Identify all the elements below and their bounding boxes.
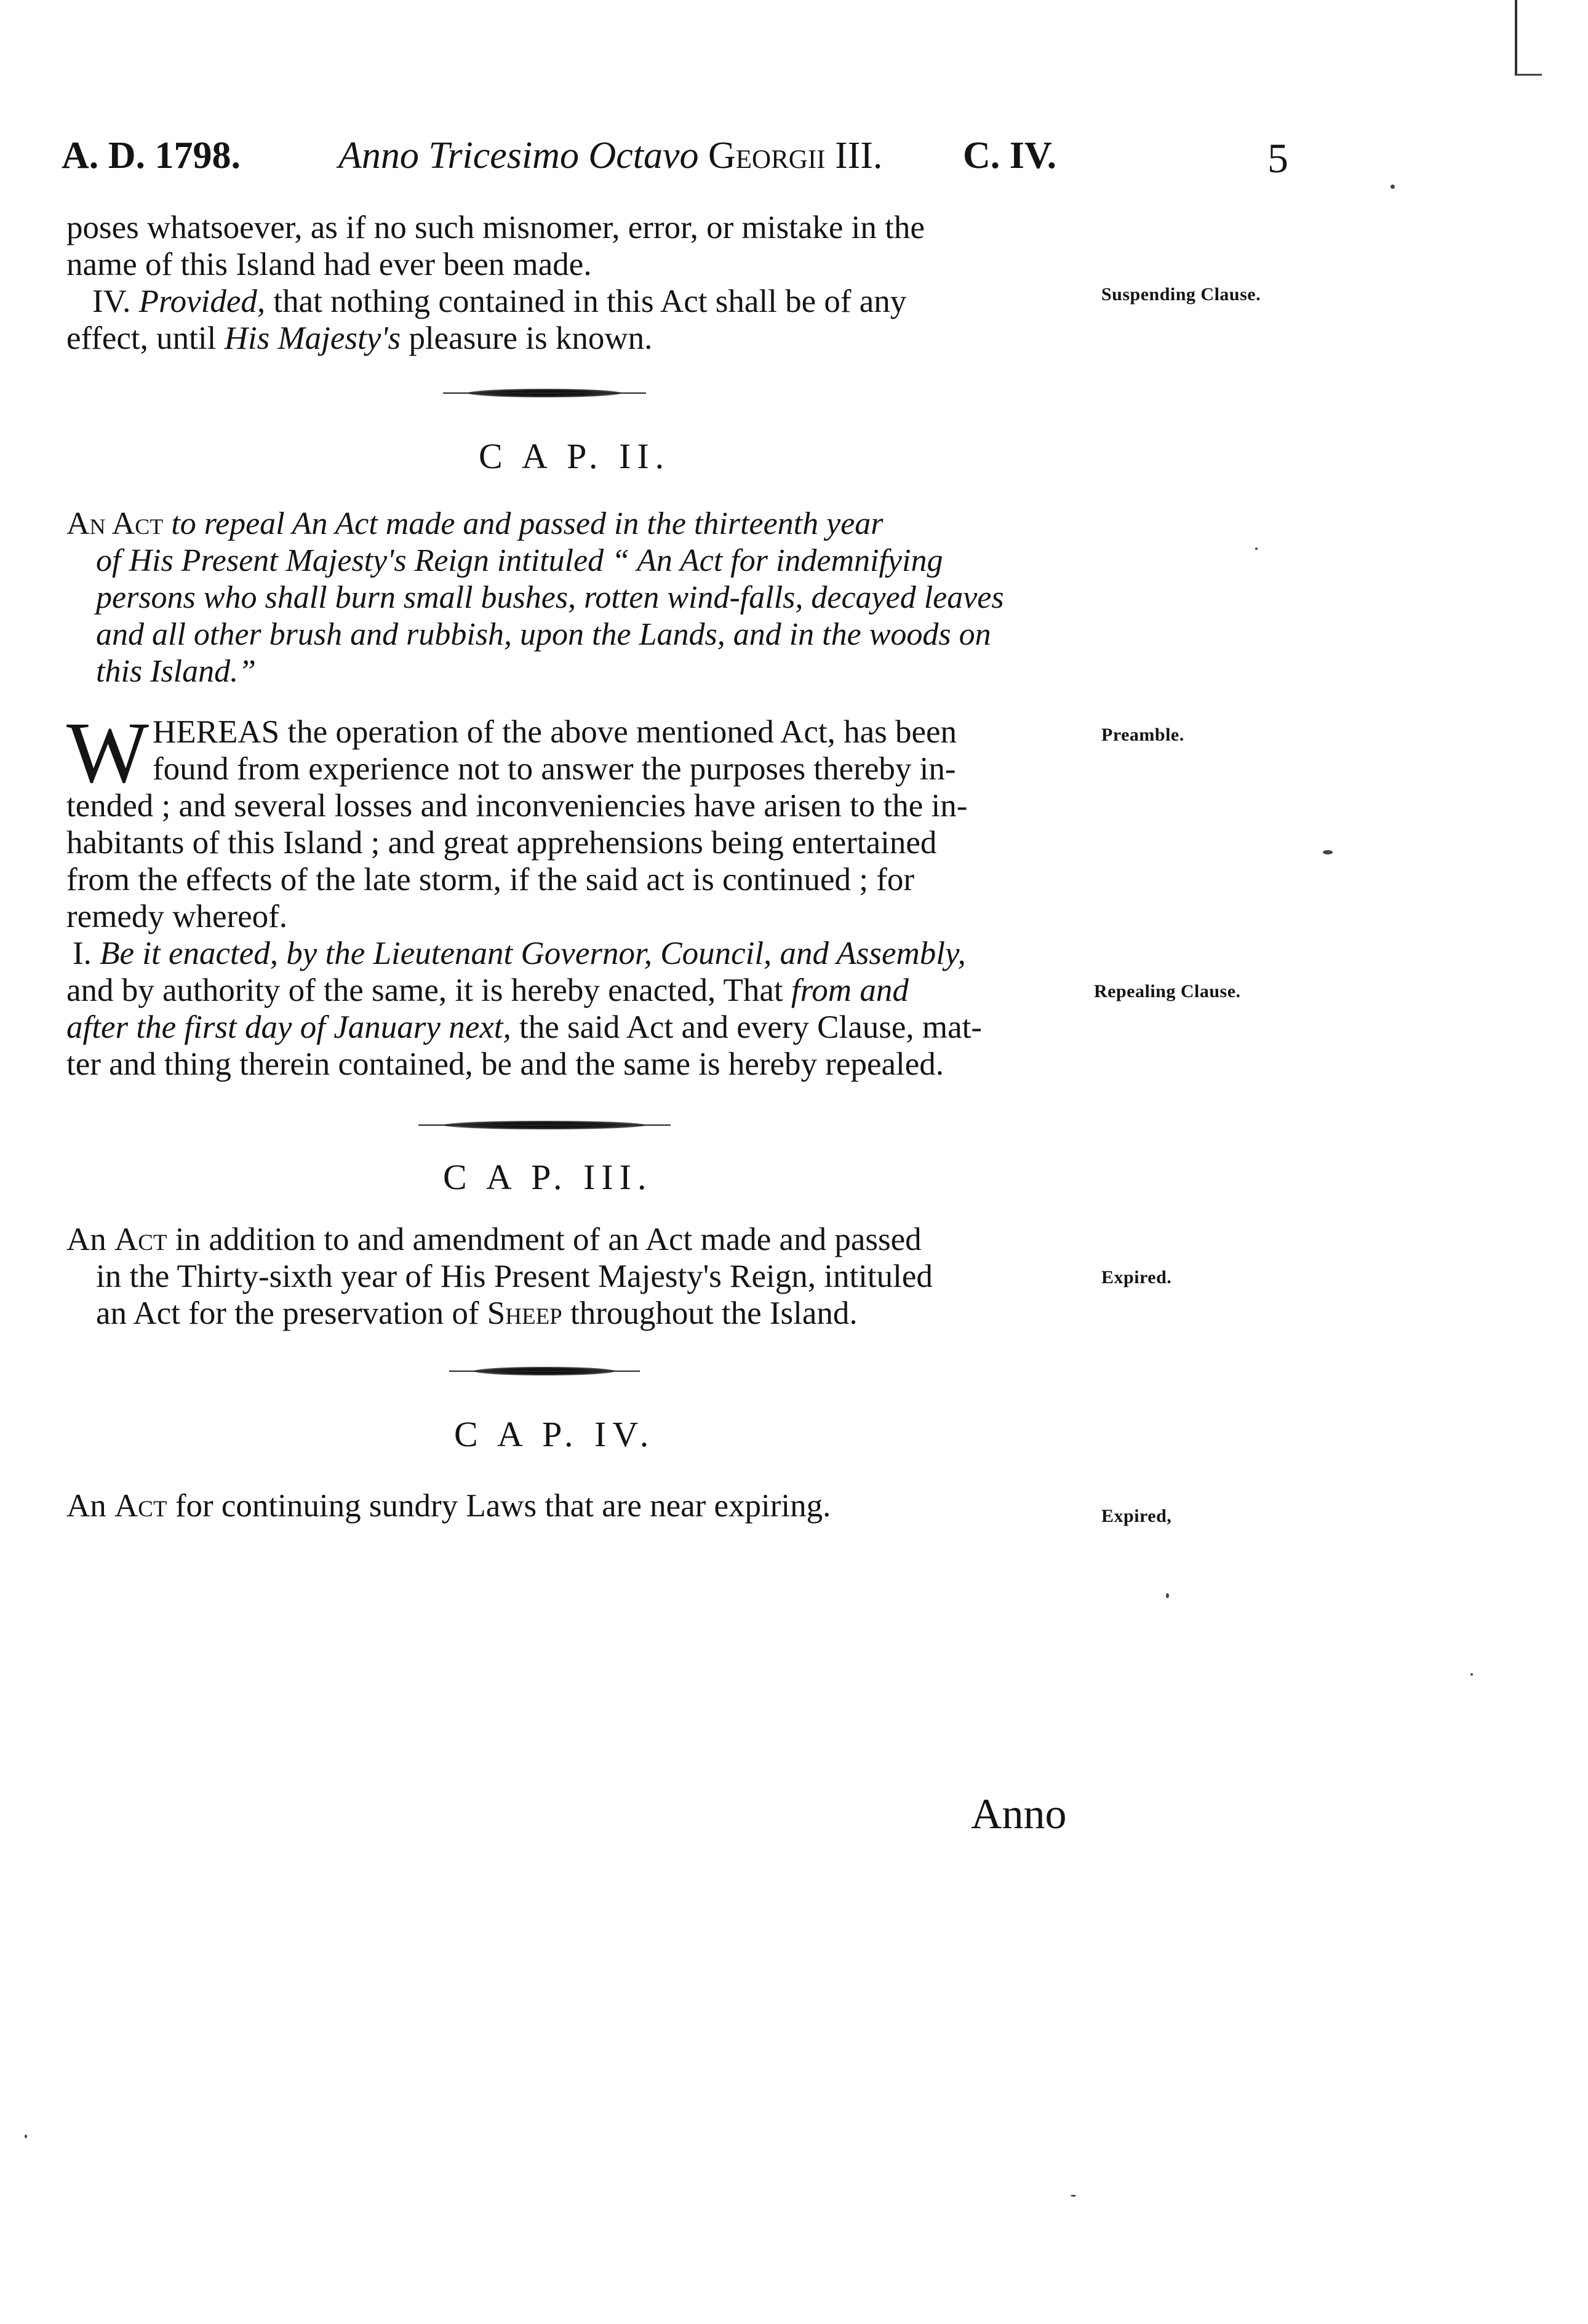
enact-formula: Be it enacted, by the Lieutenant Governor, Council, and Assembly,: [100, 936, 966, 971]
preamble-line: remedy whereof.: [66, 899, 288, 934]
cap-iii-lead: An: [66, 1222, 115, 1257]
enacting-line-4: ter and thing therein contained, be and the same is hereby repealed.: [66, 1046, 944, 1082]
margin-note-expired-2: Expired,: [1101, 1506, 1172, 1526]
cap-ii-title-line: and all other brush and rubbish, upon the Lands, and in the woods on: [96, 617, 991, 652]
cap-iii-line: in the Thirty-sixth year of His Present Majesty's Reign, intituled: [96, 1259, 933, 1294]
preamble-line: habitants of this Island ; and great apprehensions being entertained: [66, 825, 937, 861]
print-speck: [25, 2135, 27, 2138]
section-iv-line-2: [66, 320, 1048, 357]
print-speck: [1255, 547, 1258, 550]
cap-iv-heading: C A P. IV.: [454, 1414, 655, 1454]
margin-note-preamble: Preamble.: [1101, 725, 1184, 745]
cap-iv-line: [66, 1487, 1075, 1524]
header-year: A. D. 1798.: [62, 135, 241, 177]
cap-iv-lead: An: [66, 1488, 115, 1524]
cap-iii-sheep: Sheep: [487, 1295, 562, 1331]
cap-iii-title: [66, 1221, 1075, 1332]
cap-ii-title-line: persons who shall burn small bushes, rotten wind-falls, decayed leaves: [96, 580, 1004, 615]
continuation-line: name of this Island had ever been made.: [66, 247, 592, 282]
enact-text-3: the said Act and every Clause, mat-: [511, 1009, 983, 1045]
preamble-line: tended ; and several losses and inconveniencies have arisen to the in-: [66, 788, 968, 824]
continuation-line: poses whatsoever, as if no such misnomer, error, or mistake in the: [66, 210, 925, 245]
cap-ii-title-text: to repeal An Act made and passed in the thirteenth year: [163, 506, 884, 541]
cap-ii-title-line: [66, 506, 1063, 543]
cap-iii-line: [66, 1221, 1075, 1258]
enact-date-1: from and: [791, 973, 909, 1008]
header-chapter: C. IV.: [963, 135, 1057, 177]
cap-iv-act-word: Act: [114, 1488, 167, 1524]
cap-ii-preamble: [66, 704, 1051, 1083]
cap-iii-text: in addition to and amendment of an Act made and passed: [167, 1222, 922, 1257]
cap-iii-act-word: Act: [114, 1222, 167, 1257]
enact-number: I.: [73, 936, 100, 971]
print-speck: [1166, 1593, 1169, 1598]
print-speck: [1071, 2195, 1076, 2197]
section-iv-majesty: His Majesty's: [224, 320, 401, 356]
cap-ii-heading: C A P. II.: [479, 436, 671, 476]
print-speck: [1470, 1673, 1473, 1676]
header-title-king: Georgii III.: [708, 135, 883, 177]
enact-date-2: after the first day of January next,: [66, 1009, 511, 1045]
section-iv-line: [66, 283, 1048, 320]
margin-note-expired: Expired.: [1101, 1267, 1172, 1287]
enact-text: and by authority of the same, it is hereby enacted, That: [66, 973, 791, 1008]
section-iv-text: that nothing contained in this Act shall be of any: [265, 284, 907, 319]
enacting-line-3: [66, 1009, 1051, 1046]
section-iv-provided: Provided,: [138, 284, 266, 319]
margin-note-repealing: Repealing Clause.: [1094, 981, 1241, 1001]
section-divider-rule: [468, 389, 621, 397]
header-title-italic: Anno Tricesimo Octavo: [338, 135, 699, 177]
section-iv-text-2a: effect, until: [66, 320, 225, 356]
page-number: 5: [1267, 135, 1288, 181]
enacting-line-1: [66, 935, 1051, 972]
print-speck: [1323, 850, 1333, 854]
print-speck: [1390, 185, 1395, 189]
section-iv-number: IV.: [92, 284, 139, 319]
preamble-line: HEREAS the operation of the above mentioned Act, has been: [153, 714, 957, 750]
enacting-line-2: [66, 972, 1051, 1009]
cap-iii-heading: C A P. III.: [443, 1157, 653, 1197]
preamble-line: found from experience not to answer the purposes thereby in-: [153, 751, 956, 787]
cap-iii-text-3b: throughout the Island.: [562, 1295, 858, 1331]
continuation-text: [66, 209, 1048, 357]
section-divider-rule: [474, 1367, 615, 1375]
cap-ii-title: [66, 506, 1063, 690]
header-title: [338, 134, 882, 178]
cap-iv-text: for continuing sundry Laws that are near expiring.: [167, 1488, 831, 1524]
cap-iii-line: [66, 1295, 1075, 1332]
cap-ii-act-word: An Act: [66, 506, 164, 541]
drop-cap: W: [66, 704, 150, 801]
page-edge-mark: [1515, 0, 1542, 76]
cap-ii-title-line: of His Present Majesty's Reign intituled “ An Act for indemnifying: [96, 543, 943, 578]
cap-iv-title: [66, 1487, 1075, 1524]
margin-note-suspending: Suspending Clause.: [1101, 284, 1261, 304]
cap-iii-text-3a: an Act for the preservation of: [96, 1295, 487, 1331]
preamble-line: from the effects of the late storm, if the said act is continued ; for: [66, 862, 915, 897]
section-divider-rule: [443, 1121, 646, 1129]
section-iv-text-2b: pleasure is known.: [401, 320, 653, 356]
cap-ii-title-line: this Island.”: [96, 654, 257, 689]
catchword: Anno: [971, 1791, 1067, 1838]
